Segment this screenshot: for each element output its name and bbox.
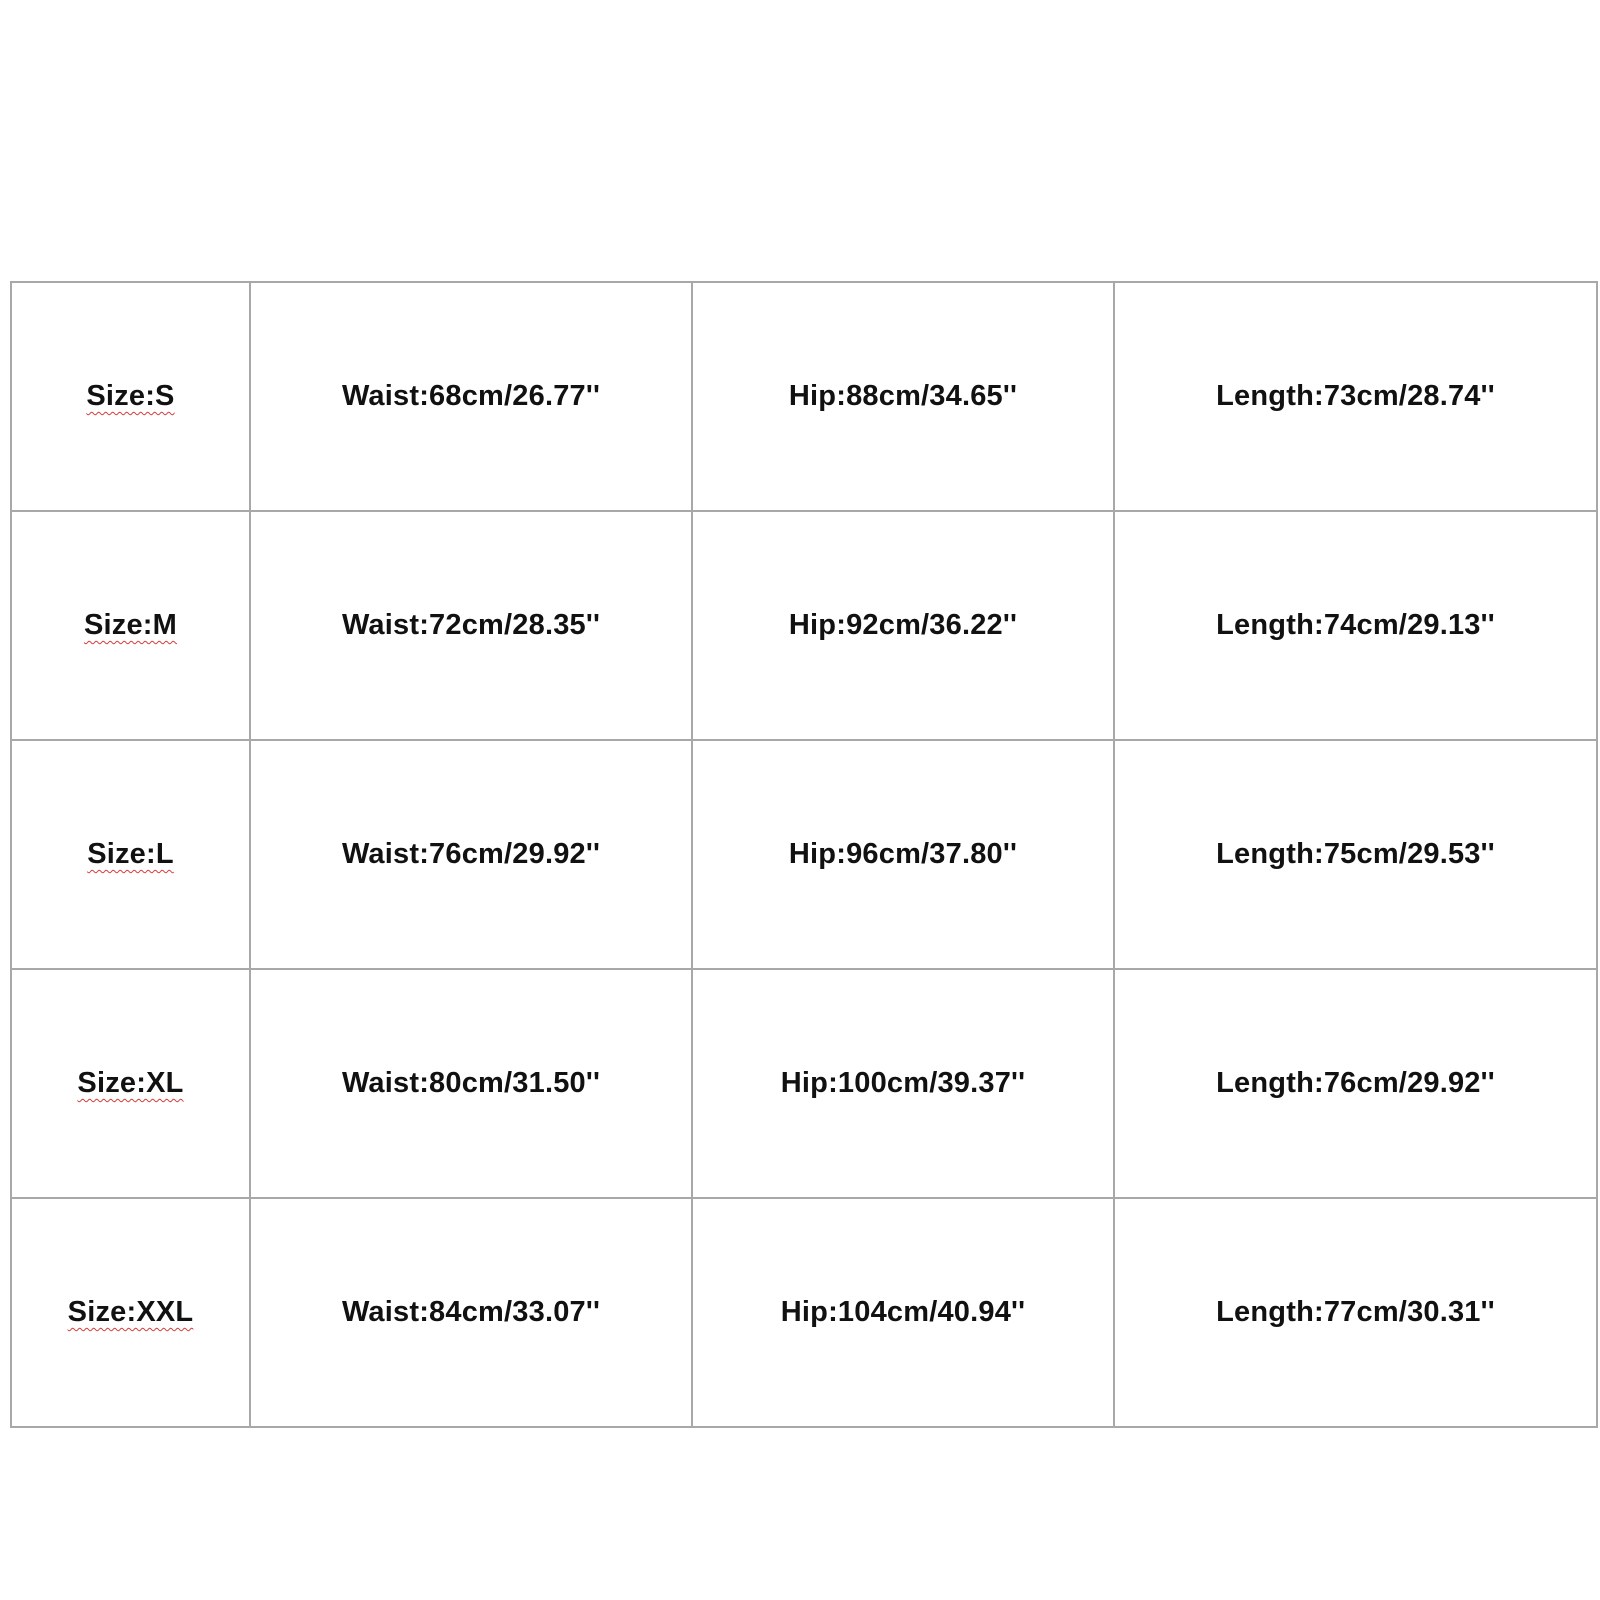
length-cell: Length:76cm/29.92'' [1114,969,1597,1198]
length-cell: Length:77cm/30.31'' [1114,1198,1597,1427]
hip-cell: Hip:92cm/36.22'' [692,511,1114,740]
length-cell: Length:73cm/28.74'' [1114,282,1597,511]
size-label: Size:S [86,380,175,412]
table-row [11,740,1597,969]
size-label: Size:XL [77,1067,184,1099]
size-label: Size:L [87,838,174,870]
table-row [11,282,1597,511]
waist-cell: Waist:76cm/29.92'' [250,740,692,969]
size-chart-table [10,281,1598,1428]
hip-cell: Hip:88cm/34.65'' [692,282,1114,511]
length-cell: Length:75cm/29.53'' [1114,740,1597,969]
table-row [11,1198,1597,1427]
size-cell [11,1198,250,1427]
hip-cell: Hip:104cm/40.94'' [692,1198,1114,1427]
waist-cell: Waist:84cm/33.07'' [250,1198,692,1427]
length-cell: Length:74cm/29.13'' [1114,511,1597,740]
size-cell [11,511,250,740]
size-cell [11,740,250,969]
waist-cell: Waist:80cm/31.50'' [250,969,692,1198]
table-row [11,511,1597,740]
table-row [11,969,1597,1198]
size-label: Size:M [83,609,178,641]
waist-cell: Waist:68cm/26.77'' [250,282,692,511]
size-cell [11,969,250,1198]
size-label: Size:XXL [67,1296,194,1328]
hip-cell: Hip:96cm/37.80'' [692,740,1114,969]
hip-cell: Hip:100cm/39.37'' [692,969,1114,1198]
size-cell [11,282,250,511]
size-chart-body [11,282,1597,1427]
waist-cell: Waist:72cm/28.35'' [250,511,692,740]
